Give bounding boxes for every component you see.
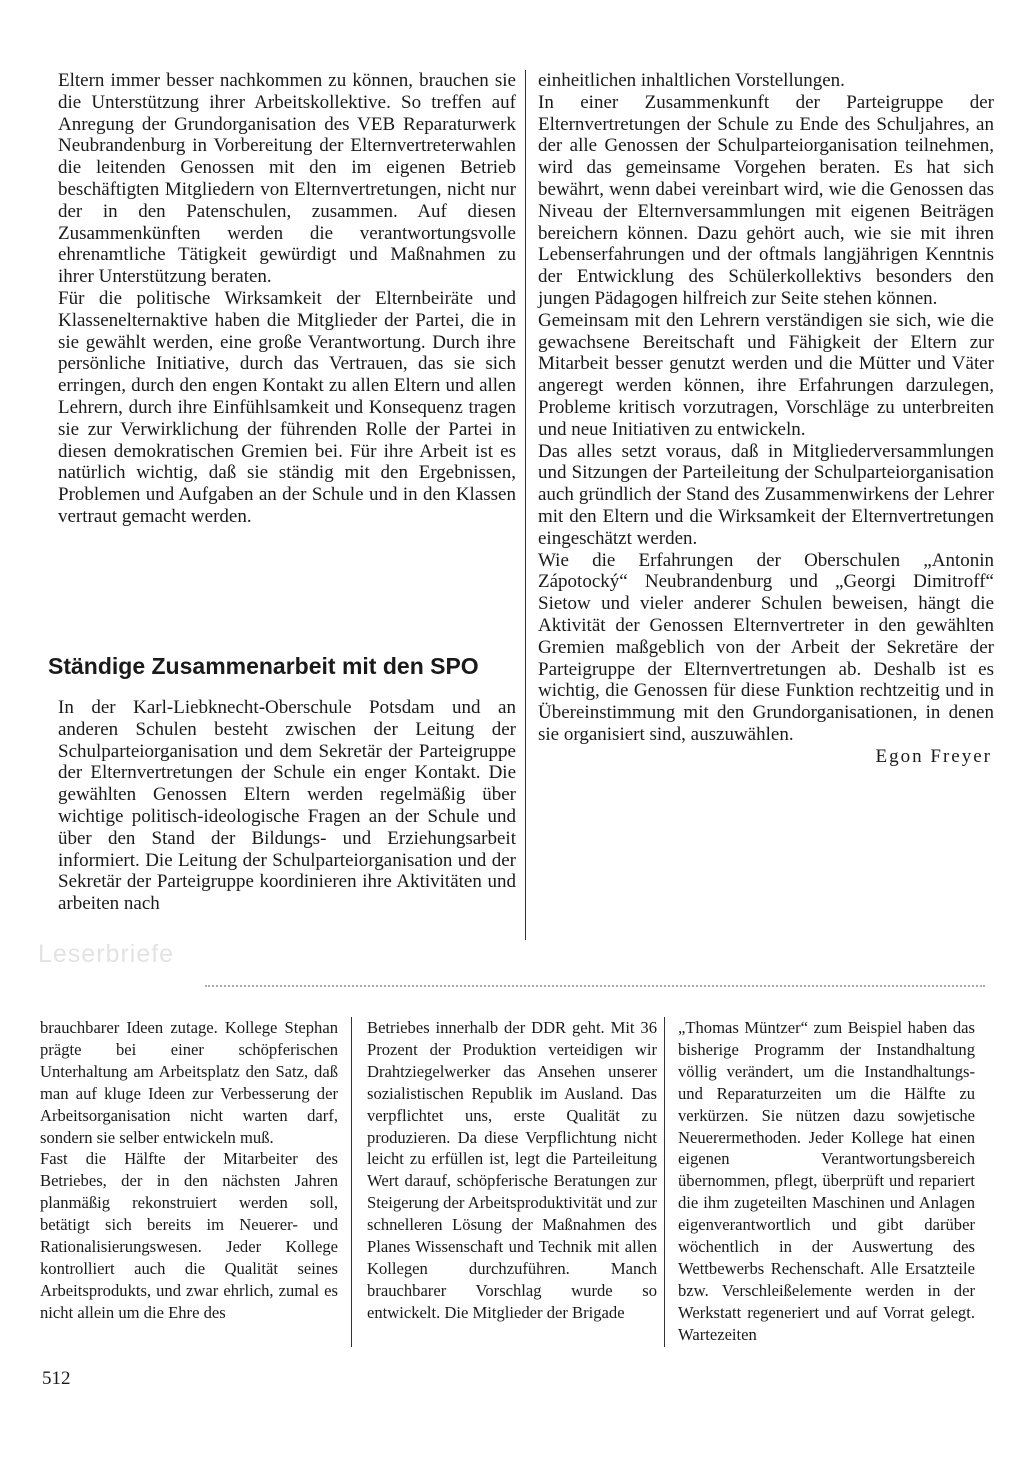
paragraph: Wie die Erfahrungen der Oberschulen „Antonin Zápotocký“ Neubrandenburg und „Georgi Dimitroff“ Sietow und vieler anderer Schulen beweisen, hängt die Aktivität der Genossen Elternvertreter in den gewählten Gremien maßgeblich von der Arbeit der Sekretäre der Parteigruppe der Elternvertretungen ab. Deshalb ist es wichtig, die Genossen für diese Funktion rechtzeitig und in Übereinstimmung mit den Grundorganisationen, in denen sie organisiert sind, auszuwählen. (538, 549, 994, 745)
letters-column-3 (678, 1017, 975, 1346)
article-column-left-top (58, 70, 516, 528)
paragraph: einheitlichen inhaltlichen Vorstellungen. (538, 70, 845, 91)
paragraph: Fast die Hälfte der Mitarbeiter des Betriebes, der in den nächsten Jahren planmäßig rekonstruiert werden soll, betätigt sich bereits im Neuerer- und Rationalisierungswesen. Jeder Kollege kontrolliert auch die Qualität seines Arbeitsprodukts, und zwar ehrlich, zumal es nicht allein um die Ehre des (40, 1149, 338, 1322)
section-heading: Ständige Zusammenarbeit mit den SPO (48, 653, 479, 679)
letters-column-title: Leserbriefe (38, 940, 175, 968)
article-column-left-bottom (58, 697, 516, 915)
paragraph: In der Karl-Liebknecht-Oberschule Potsdam und an anderen Schulen besteht zwischen der Leitung der Schulparteiorganisation und dem Sekretär der Parteigruppe der Elternvertretungen der Schule ein enger Kontakt. Die gewählten Genossen Eltern werden regelmäßig über wichtige politisch-ideologische Fragen an der Schule und über den Stand der Bildungs- und Erziehungsarbeit informiert. Die Leitung der Schulparteiorganisation und der Sekretär der Parteigruppe koordinieren ihre Aktivitäten und arbeiten nach (58, 697, 516, 915)
column-divider (664, 1017, 665, 1347)
letters-title-rule (205, 985, 985, 990)
column-divider (525, 70, 526, 940)
letters-column-1 (40, 1017, 338, 1324)
article-column-right (538, 70, 994, 768)
column-divider (351, 1017, 352, 1347)
paragraph: „Thomas Müntzer“ zum Beispiel haben das bisherige Programm der Instandhaltung völlig verändert, um die Instandhaltungs- und Reparaturzeiten um die Hälfte zu verkürzen. Sie nützen dazu sowjetische Neuerermethoden. Jeder Kollege hat einen eigenen Verantwortungsbereich übernommen, pflegt, überprüft und repariert die ihm zugeteilten Maschinen und Anlagen eigenverantwortlich und gibt darüber wöchentlich in der Auswertung des Wettbewerbs Rechenschaft. Alle Ersatzteile bzw. Verschleißelemente werden in der Werkstatt regeneriert und auf Vorrat gelegt. Wartezeiten (678, 1018, 975, 1344)
paragraph: Das alles setzt voraus, daß in Mitgliederversammlungen und Sitzungen der Parteileitung der Schulparteiorganisation auch gründlich der Stand des Zusammenwirkens der Lehrer mit den Eltern und die Wirksamkeit der Elternvertretungen eingeschätzt werden. (538, 440, 994, 549)
paragraph: Für die politische Wirksamkeit der Elternbeiräte und Klassenelternaktive haben die Mitglieder der Partei, die in sie gewählt werden, eine große Verantwortung. Durch ihre persönliche Initiative, durch das Vertrauen, das sie sich erringen, durch den engen Kontakt zu allen Eltern und allen Lehrern, durch ihre Einfühlsamkeit und Konsequenz tragen sie zur Verwirklichung der führenden Rolle der Partei in diesen demokratischen Gremien bei. Für ihre Arbeit ist es natürlich wichtig, daß sie ständig mit den Ergebnissen, Problemen und Aufgaben an der Schule und in den Klassen vertraut gemacht werden. (58, 287, 516, 527)
paragraph: Eltern immer besser nachkommen zu können, brauchen sie die Unterstützung ihrer Arbeitskollektive. So treffen auf Anregung der Grundorganisation des VEB Reparaturwerk Neubrandenburg in Vorbereitung der Elternvertreterwahlen die leitenden Genossen mit den im eigenen Betrieb beschäftigten Mitgliedern von Elternvertretungen, nicht nur der in den Patenschulen, zusammen. Auf diesen Zusammenkünften werden die verantwortungsvolle ehrenamtliche Tätigkeit gewürdigt und Maßnahmen zu ihrer Unterstützung beraten. (58, 70, 516, 288)
letters-column-2 (367, 1017, 657, 1324)
paragraph: Betriebes innerhalb der DDR geht. Mit 36 Prozent der Produktion verteidigen wir Drahtziegelwerker das Ansehen unserer sozialistischen Republik im Ausland. Das verpflichtet uns, erste Qualität zu produzieren. Da diese Verpflichtung nicht leicht zu erfüllen ist, legt die Parteileitung Wert darauf, schöpferische Beratungen zur Steigerung der Arbeitsproduktivität und zur schnelleren Lösung der Maßnahmen des Planes Wissenschaft und Technik mit allen Kollegen durchzuführen. Manch brauchbarer Vorschlag wurde so entwickelt. Die Mitglieder der Brigade (367, 1018, 657, 1322)
paragraph: Gemeinsam mit den Lehrern verständigen sie sich, wie die gewachsene Bereitschaft und Fähigkeit der Eltern zur Mitarbeit besser genutzt werden und die Mütter und Väter angeregt werden können, ihre Erfahrungen darzulegen, Probleme kritisch vorzutragen, Vorschläge zu unterbreiten und neue Initiativen zu entwickeln. (538, 309, 994, 440)
paragraph: In einer Zusammenkunft der Parteigruppe der Elternvertretungen der Schule zu Ende des Schuljahres, an der alle Genossen der Schulparteiorganisation teilnehmen, wird das gemeinsame Vorgehen beraten. Es hat sich bewährt, wenn dabei vereinbart wird, wie die Genossen das Niveau der Elternversammlungen mit eigenen Beiträgen bereichern können. Dazu gehört auch, wie sie mit ihren Lebenserfahrungen und der oftmals langjährigen Kenntnis der Entwicklung des Schülerkollektivs besonders den jungen Pädagogen hilfreich zur Seite stehen können. (538, 91, 994, 309)
page-number: 512 (42, 1368, 71, 1389)
author-signature: Egon Freyer (875, 745, 992, 767)
paragraph: brauchbarer Ideen zutage. Kollege Stephan prägte bei einer schöpferischen Unterhaltung am Arbeitsplatz den Satz, daß man auf kluge Ideen zur Verbesserung der Arbeitsorganisation nicht warten darf, sondern sie selber entwickeln muß. (40, 1018, 338, 1147)
